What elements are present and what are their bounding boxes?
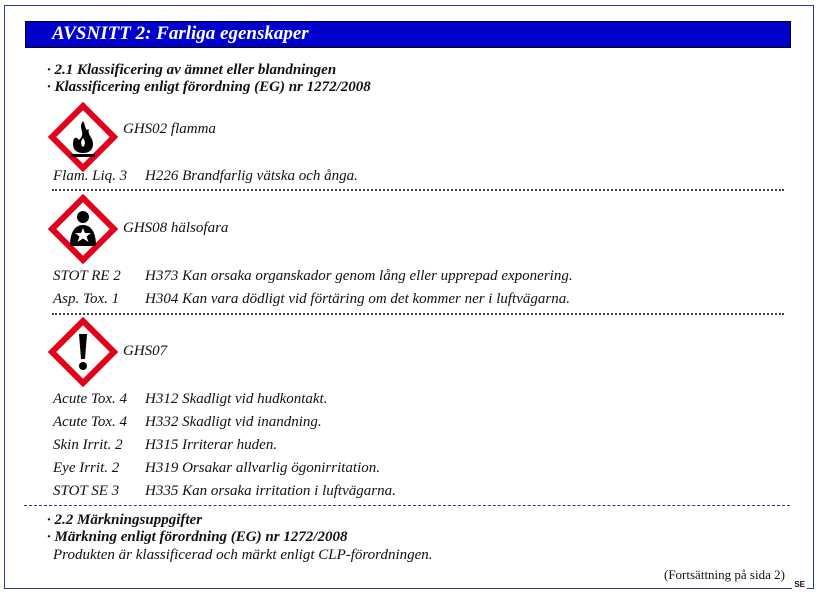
hazard-class: Flam. Liq. 3 [53,168,128,184]
hazard-class: STOT SE 3 [53,483,120,499]
country-code: SE [794,580,805,589]
section-divider [24,505,790,506]
s22-heading: · 2.2 Märkningsuppgifter [47,512,203,528]
hazard-class: Acute Tox. 4 [53,391,128,407]
dotted-divider [52,189,784,191]
hazard-class: Skin Irrit. 2 [53,437,123,453]
ghs02-label: GHS02 flamma [123,121,216,137]
hazard-statement: H304 Kan vara dödligt vid förtäring om det kommer ner i luftvägarna. [145,291,570,307]
s21-heading: · 2.1 Klassificering av ämnet eller blandningen [47,62,337,78]
continuation-note: (Fortsättning på sida 2) [664,567,785,582]
section-title: AVSNITT 2: Farliga egenskaper [52,23,309,44]
ghs07-exclamation-icon [48,317,118,387]
hazard-class: STOT RE 2 [53,268,121,284]
hazard-statement: H226 Brandfarlig vätska och ånga. [145,168,358,184]
section-title-bar [25,21,791,48]
hazard-statement: H335 Kan orsaka irritation i luftvägarna. [145,483,396,499]
hazard-statement: H312 Skadligt vid hudkontakt. [145,391,328,407]
ghs08-label: GHS08 hälsofara [123,220,229,236]
hazard-class: Eye Irrit. 2 [53,460,120,476]
s22-text: Produkten är klassificerad och märkt enligt CLP-förordningen. [53,547,433,563]
hazard-class: Acute Tox. 4 [53,414,128,430]
ghs07-label: GHS07 [123,343,168,359]
hazard-class: Asp. Tox. 1 [53,291,120,307]
hazard-statement: H319 Orsakar allvarlig ögonirritation. [145,460,381,476]
ghs08-health-hazard-icon [48,194,118,264]
hazard-statement: H315 Irriterar huden. [145,437,278,453]
hazard-statement: H373 Kan orsaka organskador genom lång eller upprepad exponering. [145,268,573,284]
dotted-divider [52,313,784,315]
s22-subheading: · Märkning enligt förordning (EG) nr 1272/2008 [47,529,348,545]
ghs02-flame-icon [48,102,118,172]
hazard-statement: H332 Skadligt vid inandning. [145,414,322,430]
s21-subheading: · Klassificering enligt förordning (EG) nr 1272/2008 [47,79,371,95]
